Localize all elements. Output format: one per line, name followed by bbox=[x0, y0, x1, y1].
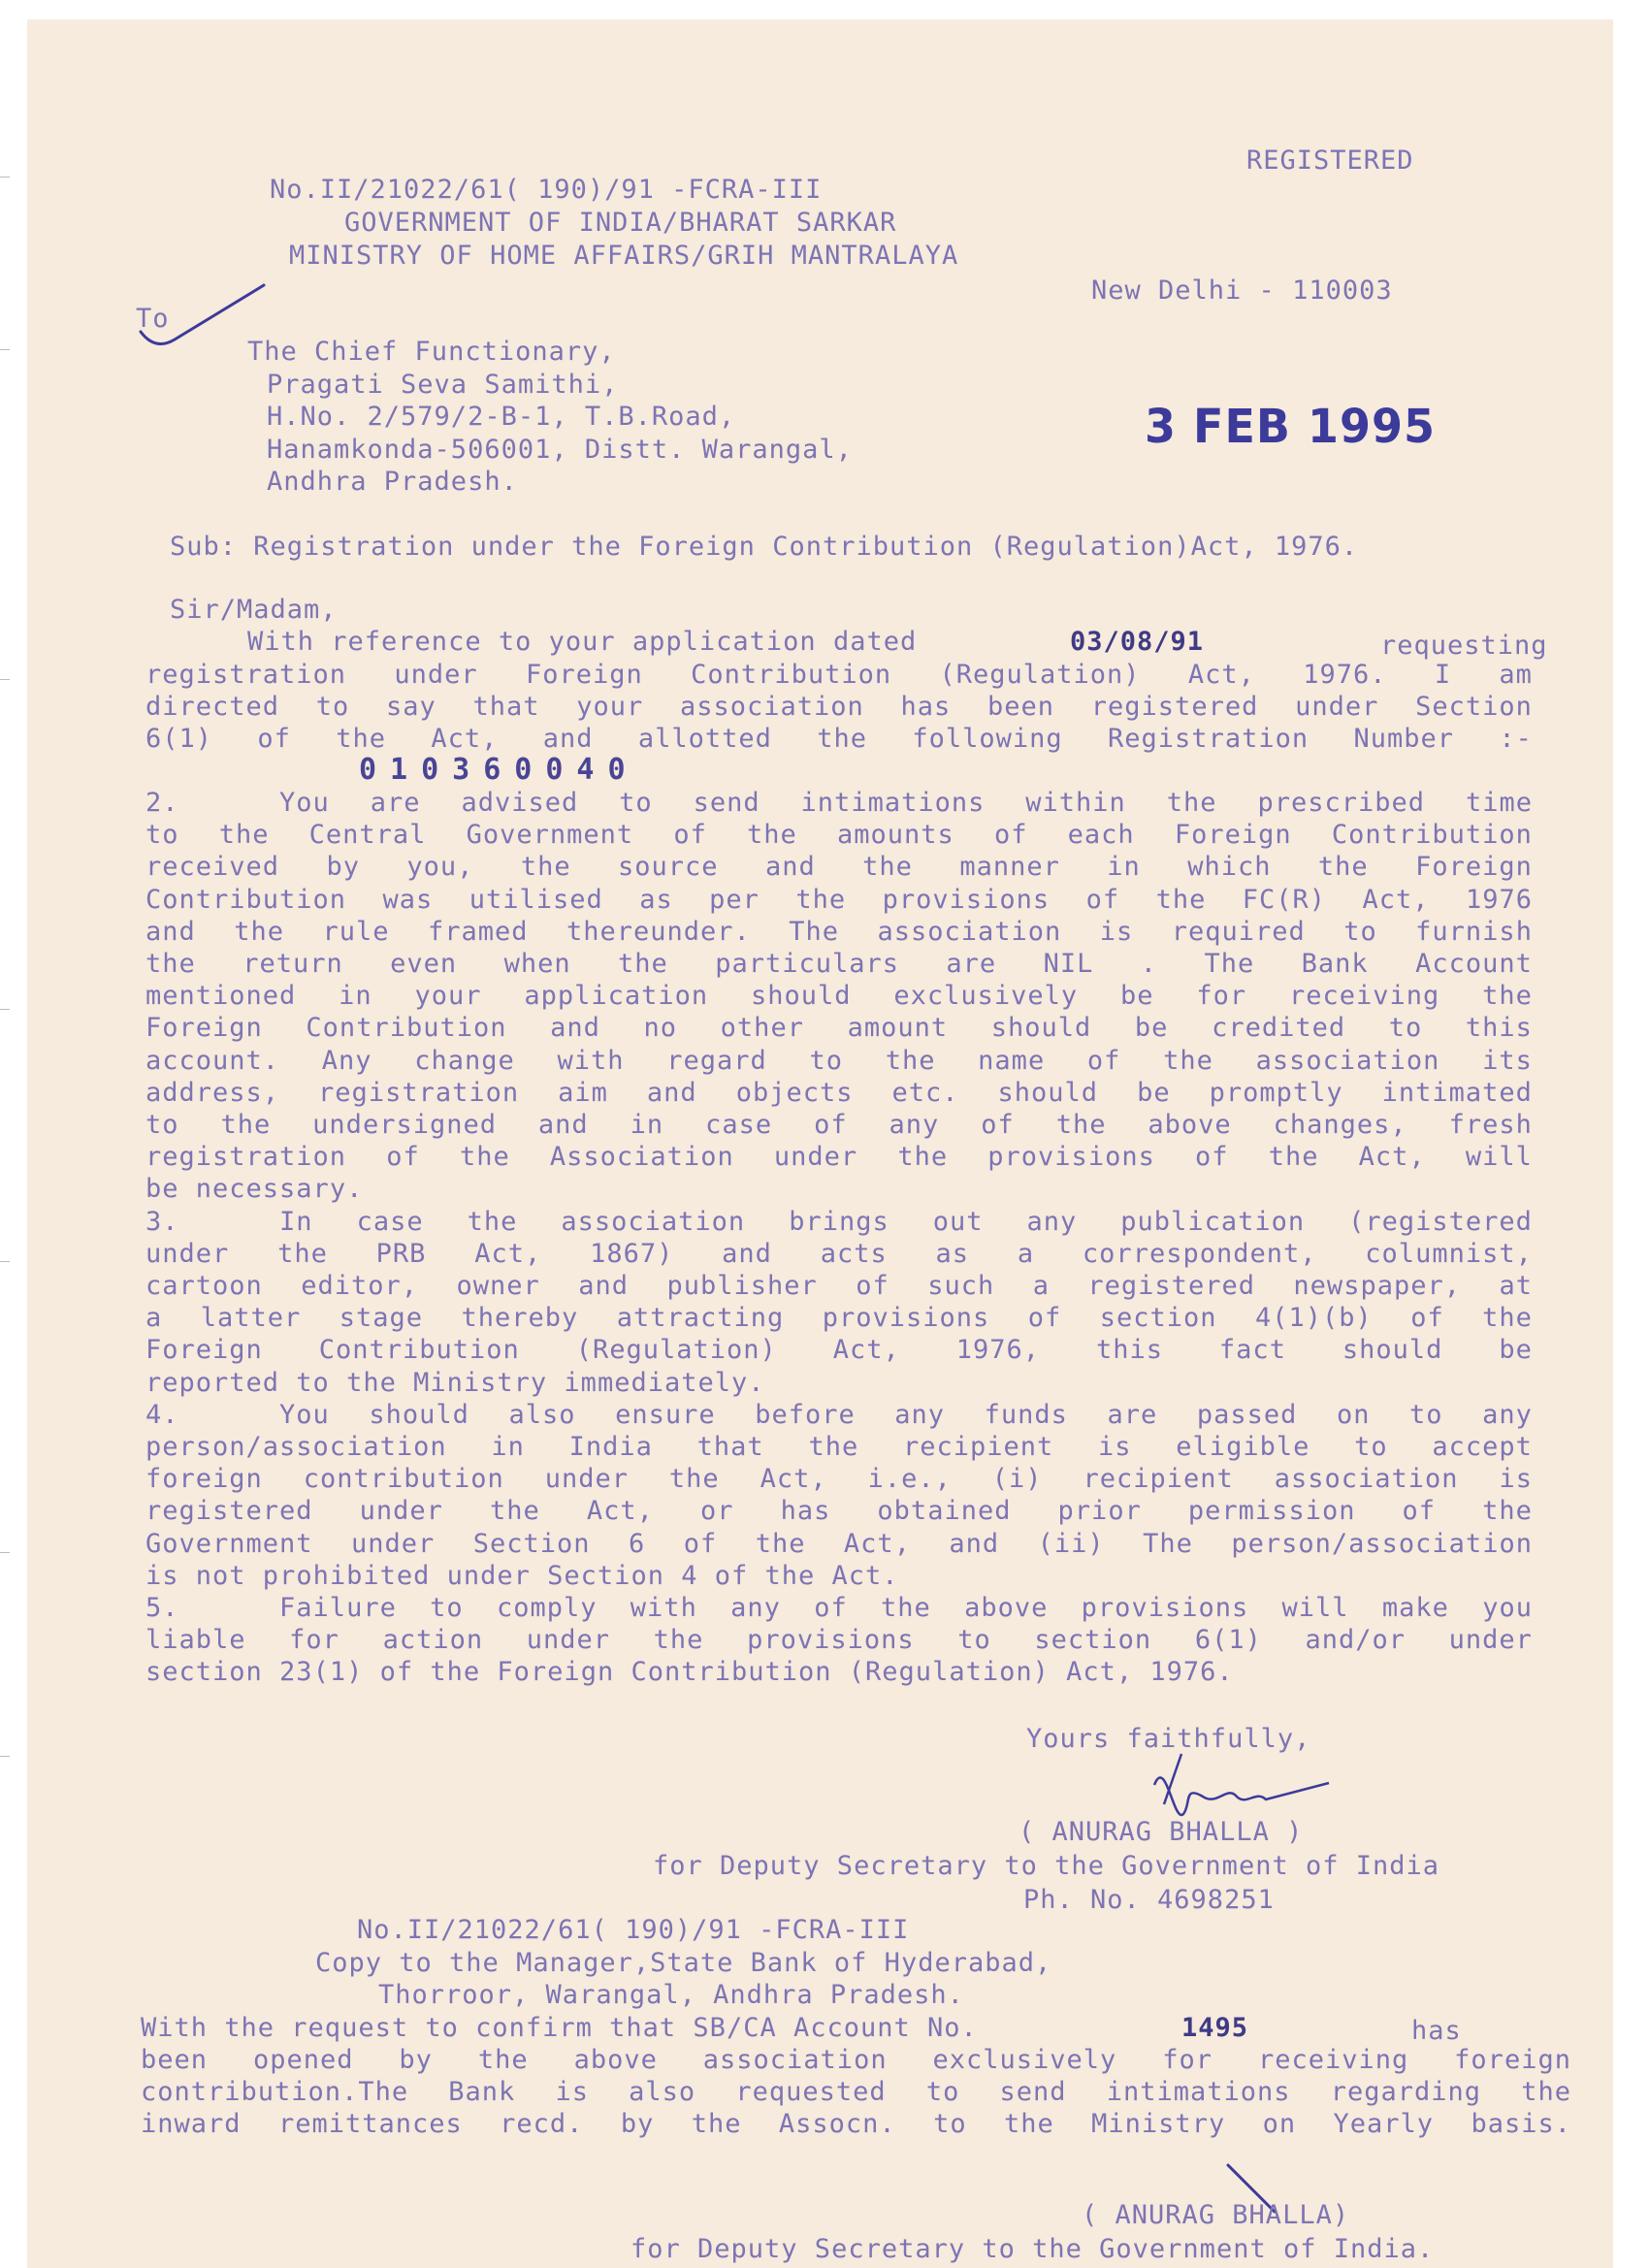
body-line: mentioned in your application should exclusively be for receiving the bbox=[146, 981, 1533, 1012]
addressee-line: H.No. 2/579/2-B-1, T.B.Road, bbox=[267, 402, 736, 432]
para1-line: directed to say that your association has been registered under Section bbox=[146, 692, 1533, 722]
subject-line: Sub: Registration under the Foreign Contribution (Regulation)Act, 1976. bbox=[170, 532, 1359, 562]
to-label: To bbox=[136, 304, 170, 334]
salutation: Sir/Madam, bbox=[170, 595, 338, 625]
body-line: is not prohibited under Section 4 of the Act. bbox=[146, 1560, 899, 1591]
body-line: to the undersigned and in case of any of the above changes, fresh bbox=[146, 1110, 1533, 1140]
yours-faithfully: Yours faithfully, bbox=[1026, 1724, 1311, 1754]
para1-lead: With reference to your application dated bbox=[247, 627, 918, 657]
body-line: Foreign Contribution and no other amount should be credited to this bbox=[146, 1013, 1533, 1044]
place-label: New Delhi - 110003 bbox=[1091, 275, 1393, 306]
government-name: GOVERNMENT OF INDIA/BHARAT SARKAR bbox=[344, 208, 897, 238]
body-line: and the rule framed thereunder. The association is required to furnish bbox=[146, 916, 1533, 947]
body-line: 2. You are advised to send intimations within the prescribed time bbox=[146, 788, 1533, 818]
margin-tick bbox=[0, 349, 10, 350]
para1-line: registration under Foreign Contribution (Regulation) Act, 1976. I am bbox=[146, 660, 1533, 690]
body-line: 4. You should also ensure before any funds are passed on to any bbox=[146, 1399, 1533, 1430]
body-line: under the PRB Act, 1867) and acts as a correspondent, columnist, bbox=[146, 1238, 1533, 1269]
copy-file-number: No.II/21022/61( 190)/91 -FCRA-III bbox=[357, 1915, 910, 1945]
margin-tick bbox=[0, 679, 10, 680]
file-number: No.II/21022/61( 190)/91 -FCRA-III bbox=[270, 175, 823, 205]
body-line: liable for action under the provisions to section 6(1) and/or under bbox=[146, 1625, 1533, 1656]
body-line: 5. Failure to comply with any of the above provisions will make you bbox=[146, 1593, 1533, 1623]
margin-tick bbox=[0, 177, 10, 178]
margin-tick bbox=[0, 1009, 10, 1010]
body-line: received by you, the source and the manner in which the Foreign bbox=[146, 852, 1533, 883]
body-line: cartoon editor, owner and publisher of such a registered newspaper, at bbox=[146, 1271, 1533, 1301]
body-line: person/association in India that the recipient is eligible to accept bbox=[146, 1432, 1533, 1462]
body-line: to the Central Government of the amounts of each Foreign Contribution bbox=[146, 820, 1533, 851]
body-line: be necessary. bbox=[146, 1174, 364, 1205]
account-number: 1495 bbox=[1181, 2013, 1249, 2043]
copy-signatory-name: ( ANURAG BHALLA) bbox=[1082, 2200, 1350, 2230]
margin-tick bbox=[0, 1756, 10, 1757]
signatory-designation: for Deputy Secretary to the Government of India bbox=[653, 1851, 1440, 1881]
body-line: account. Any change with regard to the name of the association its bbox=[146, 1045, 1533, 1076]
body-line: the return even when the particulars are NIL . The Bank Account bbox=[146, 949, 1533, 979]
body-line: Contribution was utilised as per the provisions of the FC(R) Act, 1976 bbox=[146, 884, 1533, 915]
addressee-line: Pragati Seva Samithi, bbox=[267, 370, 619, 400]
copy-request-lead: With the request to confirm that SB/CA Account No. bbox=[141, 2013, 978, 2043]
para1-line: 6(1) of the Act, and allotted the following Registration Number :- bbox=[146, 724, 1533, 754]
copy-signatory-designation: for Deputy Secretary to the Government of India. bbox=[630, 2234, 1435, 2264]
copy-line: been opened by the above association exclusively for receiving foreign bbox=[141, 2045, 1571, 2075]
body-line: registration of the Association under the provisions of the Act, will bbox=[146, 1142, 1533, 1173]
copy-line: inward remittances recd. by the Assocn. to the Ministry on Yearly basis. bbox=[141, 2109, 1571, 2139]
signatory-name: ( ANURAG BHALLA ) bbox=[1018, 1817, 1304, 1847]
ministry-name: MINISTRY OF HOME AFFAIRS/GRIH MANTRALAYA bbox=[289, 241, 959, 271]
addressee-line: Andhra Pradesh. bbox=[267, 467, 518, 497]
body-line: Foreign Contribution (Regulation) Act, 1976, this fact should be bbox=[146, 1335, 1533, 1366]
margin-tick bbox=[0, 1261, 10, 1262]
has-word: has bbox=[1411, 2016, 1462, 2046]
registration-number: 010360040 bbox=[359, 753, 639, 787]
registered-label: REGISTERED bbox=[1246, 146, 1414, 176]
copy-address: Thorroor, Warangal, Andhra Pradesh. bbox=[378, 1980, 964, 2010]
body-line: foreign contribution under the Act, i.e., (i) recipient association is bbox=[146, 1464, 1533, 1495]
addressee-line: The Chief Functionary, bbox=[247, 337, 616, 367]
body-line: reported to the Ministry immediately. bbox=[146, 1367, 765, 1398]
body-line: address, registration aim and objects etc. should be promptly intimated bbox=[146, 1077, 1533, 1108]
addressee-line: Hanamkonda-506001, Distt. Warangal, bbox=[267, 435, 853, 465]
phone-number: Ph. No. 4698251 bbox=[1023, 1885, 1275, 1915]
copy-line: contribution.The Bank is also requested to send intimations regarding the bbox=[141, 2077, 1571, 2107]
copy-to-line: Copy to the Manager,State Bank of Hyderabad, bbox=[315, 1948, 1052, 1978]
body-line: section 23(1) of the Foreign Contribution (Regulation) Act, 1976. bbox=[146, 1657, 1234, 1688]
body-line: Government under Section 6 of the Act, and (ii) The person/association bbox=[146, 1528, 1533, 1559]
body-line: a latter stage thereby attracting provisions of section 4(1)(b) of the bbox=[146, 1303, 1533, 1334]
requesting-word: requesting bbox=[1380, 631, 1548, 661]
margin-tick bbox=[0, 1552, 10, 1553]
date-stamp: 3 FEB 1995 bbox=[1145, 398, 1436, 454]
application-date: 03/08/91 bbox=[1070, 627, 1205, 657]
body-line: 3. In case the association brings out any publication (registered bbox=[146, 1206, 1533, 1237]
body-line: registered under the Act, or has obtained prior permission of the bbox=[146, 1496, 1533, 1527]
